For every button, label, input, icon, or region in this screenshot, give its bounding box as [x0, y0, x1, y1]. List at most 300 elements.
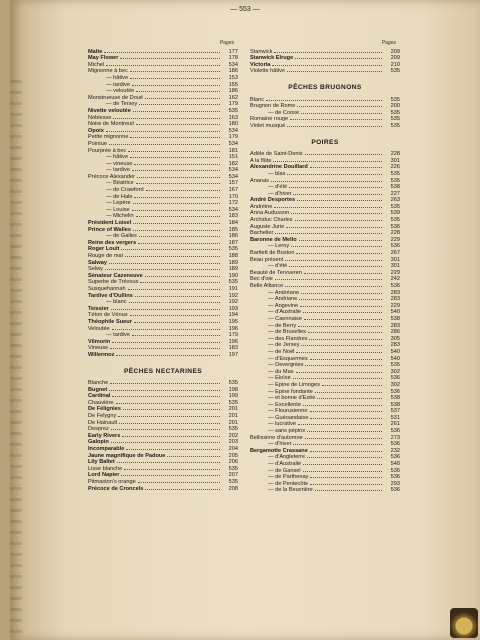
section-heading-brugnons: PÊCHES BRUGNONS	[288, 83, 362, 91]
entry-page-number: 183	[228, 345, 238, 352]
entry-name: — Epine de Limoges	[268, 381, 320, 388]
entry-name: Salway	[88, 259, 107, 266]
leader-dots	[308, 329, 382, 333]
entry-page-number: 536	[390, 388, 400, 395]
entry-name: — de Pentecôte	[268, 480, 309, 487]
leader-dots	[303, 468, 382, 472]
index-entry	[250, 382, 400, 389]
entry-name: Bugnet	[88, 386, 108, 393]
entry-name: Adèle de Saint-Denis	[250, 151, 303, 158]
entry-page-number: 201	[228, 413, 238, 420]
entry-page-number: 198	[228, 386, 238, 393]
leader-dots	[111, 439, 220, 443]
leader-dots	[274, 204, 382, 208]
leader-dots	[309, 336, 382, 340]
index-entry	[250, 217, 400, 224]
entry-name: Violet musqué	[250, 122, 286, 129]
entry-page-number: 536	[390, 474, 400, 481]
leader-dots	[106, 62, 220, 66]
entry-page-number: 286	[390, 329, 400, 336]
entry-name: Auguste Jurie	[250, 223, 285, 230]
entry-name: — hâtive	[106, 154, 129, 161]
entry-name: — blanc	[106, 299, 127, 306]
index-entry	[88, 115, 238, 122]
index-entry	[250, 158, 400, 165]
entry-name: Monstrueuse de Doué	[88, 94, 144, 101]
index-entry	[250, 171, 400, 178]
leader-dots	[106, 128, 220, 132]
entry-name: Nivette veloutée	[88, 107, 131, 114]
entry-name: Blanc	[250, 96, 264, 103]
entry-page-number: 232	[390, 447, 400, 454]
entry-page-number: 162	[228, 94, 238, 101]
index-entry	[250, 336, 400, 343]
left-column	[88, 40, 238, 492]
entry-name: — Flourusienne	[268, 408, 308, 415]
entry-name: — d'été	[268, 184, 288, 191]
leader-dots	[118, 413, 220, 417]
entry-page-number: 305	[390, 335, 400, 342]
entry-name: — de Tersey	[106, 101, 138, 108]
leader-dots	[290, 116, 382, 120]
entry-name: — Epine fondante	[268, 388, 313, 395]
entry-page-number: 535	[390, 68, 400, 75]
index-entry	[250, 356, 400, 363]
index-entry	[250, 362, 400, 369]
entry-name: Roger Louit	[88, 246, 120, 253]
leader-dots	[134, 319, 220, 323]
leader-dots	[137, 174, 220, 178]
leader-dots	[310, 448, 382, 452]
index-entry	[88, 466, 238, 473]
entry-name: — Andréane	[268, 289, 300, 296]
index-entry	[250, 197, 400, 204]
entry-page-number: 185	[228, 226, 238, 233]
entry-name: Early Rivers	[88, 432, 121, 439]
entry-name: — vineuse	[106, 160, 133, 167]
entry-name: Stanwick	[250, 48, 273, 55]
entry-page-number: 283	[390, 296, 400, 303]
entry-name: — des Flandres	[268, 335, 308, 342]
index-entry	[88, 299, 238, 306]
entry-name: — Andriane	[268, 296, 298, 303]
entry-name: — de la Beuvrière	[268, 487, 313, 494]
leader-dots	[128, 148, 220, 152]
leader-dots	[130, 312, 221, 316]
leader-dots	[301, 342, 382, 346]
index-entry	[250, 270, 400, 277]
entry-page-number: 534	[228, 127, 238, 134]
entry-page-number: 209	[390, 55, 400, 62]
leader-dots	[133, 108, 220, 112]
leader-dots	[145, 95, 220, 99]
entry-page-number: 207	[228, 472, 238, 479]
leader-dots	[119, 420, 220, 424]
entry-name: Lisse blanche	[88, 465, 123, 472]
index-entry	[88, 200, 238, 207]
entry-name: Beau présent	[250, 256, 284, 263]
entry-page-number: 536	[390, 454, 400, 461]
leader-dots	[167, 453, 220, 457]
entry-name: Prince of Walles	[88, 226, 132, 233]
entry-page-number: 186	[228, 233, 238, 240]
entry-page-number: 202	[228, 432, 238, 439]
entry-name: — d'Angleterre	[268, 454, 306, 461]
entry-name: Violette hâtive	[250, 68, 286, 75]
entry-name: Petite mignonne	[88, 134, 129, 141]
entry-name: Bellissime d'automne	[250, 434, 303, 441]
entry-page-number: 536	[390, 283, 400, 289]
index-entry	[88, 75, 238, 82]
entry-page-number: 301	[390, 263, 400, 270]
index-entry	[88, 312, 238, 319]
index-entry	[250, 481, 400, 488]
entry-page-number: 199	[228, 393, 238, 400]
nectarines-list	[88, 380, 238, 492]
leader-dots	[274, 49, 382, 53]
entry-name: — Michelin	[106, 213, 134, 220]
index-entry	[88, 479, 238, 486]
entry-page-number: 200	[390, 103, 400, 110]
leader-dots	[322, 382, 382, 386]
index-entry	[88, 62, 238, 69]
entry-name: Incomparable	[88, 446, 125, 453]
entry-page-number: 178	[228, 55, 238, 62]
entry-page-number: 535	[228, 399, 238, 406]
entry-page-number: 301	[390, 157, 400, 164]
entry-name: Téton de Vénus	[88, 312, 128, 319]
entry-page-number: 540	[390, 348, 400, 355]
leader-dots	[304, 316, 382, 320]
entry-name: Anna Audusson	[250, 210, 290, 217]
entry-name: Précoce Alexander	[88, 173, 135, 180]
entry-page-number: 172	[228, 200, 238, 207]
leader-dots	[293, 191, 382, 195]
poires-list	[250, 151, 400, 494]
entry-name: — d'été	[268, 263, 288, 270]
entry-page-number: 204	[228, 446, 238, 453]
entry-page-number: 229	[390, 236, 400, 243]
index-entry	[250, 487, 400, 494]
entry-name: — Béatrice	[106, 180, 134, 187]
entry-page-number: 535	[390, 217, 400, 224]
index-entry	[250, 468, 400, 475]
entry-name: — d'Esquermes	[268, 355, 308, 362]
index-entry	[250, 250, 400, 257]
index-entry	[88, 227, 238, 234]
entry-page-number: 283	[390, 322, 400, 329]
index-entry	[250, 103, 400, 110]
index-entry	[88, 108, 238, 115]
index-entry	[88, 95, 238, 102]
entry-name: — et bonne d'Ezée	[268, 395, 316, 402]
leader-dots	[129, 299, 220, 303]
entry-name: May Flower	[88, 55, 119, 62]
index-entry	[250, 276, 400, 283]
entry-page-number: 536	[390, 487, 400, 494]
index-entry	[88, 121, 238, 128]
entry-page-number: 182	[228, 160, 238, 167]
entry-name: — hâtive	[106, 74, 129, 81]
index-entry	[88, 413, 238, 420]
entry-page-number: 179	[228, 134, 238, 141]
entry-page-number: 538	[390, 395, 400, 402]
entry-name: Théophile Sueur	[88, 318, 132, 325]
index-entry	[88, 167, 238, 174]
index-entry	[88, 187, 238, 194]
entry-name: Jaune magnifique de Padoue	[88, 452, 166, 459]
entry-name: Bec d'oie	[250, 276, 273, 283]
leader-dots	[307, 454, 382, 458]
index-entry	[250, 329, 400, 336]
entry-page-number: 302	[390, 381, 400, 388]
leader-dots	[310, 415, 382, 419]
entry-page-number: 536	[390, 243, 400, 250]
entry-page-number: 534	[228, 206, 238, 213]
leader-dots	[136, 121, 220, 125]
leader-dots	[299, 237, 382, 241]
leader-dots	[123, 406, 220, 410]
leader-dots	[275, 230, 382, 234]
index-entry	[250, 204, 400, 211]
index-entry	[250, 389, 400, 396]
index-entry	[88, 207, 238, 214]
entry-page-number: 536	[390, 375, 400, 382]
entry-page-number: 186	[228, 88, 238, 95]
leader-dots	[120, 55, 220, 59]
entry-page-number: 536	[390, 428, 400, 435]
entry-name: Pitmaston's orange	[88, 479, 136, 485]
entry-page-number: 191	[228, 285, 238, 292]
leader-dots	[136, 88, 220, 92]
entry-page-number: 153	[228, 74, 238, 81]
leader-dots	[291, 210, 382, 214]
leader-dots	[112, 326, 220, 330]
entry-page-number: 184	[228, 220, 238, 227]
entry-page-number: 155	[228, 81, 238, 88]
index-entry	[88, 148, 238, 155]
index-entry	[88, 446, 238, 453]
index-entry	[88, 161, 238, 168]
index-entry	[250, 110, 400, 117]
leader-dots	[125, 253, 220, 257]
leader-dots	[138, 240, 220, 244]
entry-page-number: 534	[228, 167, 238, 174]
entry-name: Rouge de mai	[88, 253, 123, 259]
entry-name: — tardive	[106, 81, 130, 88]
entry-name: — de Noël	[268, 348, 295, 355]
entry-page-number: 261	[390, 421, 400, 428]
entry-name: Pourprée à bec	[88, 147, 127, 154]
entry-name: — de Bruxelles	[268, 329, 306, 336]
section-heading-poires: POIRES	[311, 138, 339, 146]
entry-name: Président Loisel	[88, 220, 132, 227]
entry-page-number: 535	[228, 426, 238, 433]
entry-name: — Eloïse	[268, 375, 291, 382]
leader-dots	[305, 151, 382, 155]
entry-page-number: 228	[390, 151, 400, 158]
entry-page-number: 151	[228, 154, 238, 161]
index-entry	[88, 253, 238, 260]
leader-dots	[130, 154, 220, 158]
leader-dots	[289, 184, 382, 188]
index-entry	[88, 420, 238, 427]
leader-dots	[112, 339, 220, 343]
entry-page-number: 203	[228, 439, 238, 446]
index-entry	[250, 210, 400, 217]
entry-name: — d'hiver	[268, 441, 292, 448]
leader-dots	[121, 246, 220, 250]
leader-dots	[109, 387, 220, 391]
section-heading-nectarines: PÊCHES NECTARINES	[123, 367, 203, 375]
leader-dots	[111, 306, 220, 310]
leader-dots	[315, 389, 382, 393]
entry-name: — Caennaise	[268, 315, 302, 322]
entry-name: — Louise	[106, 206, 130, 213]
leader-dots	[130, 75, 220, 79]
entry-name: — blas	[268, 170, 286, 177]
entry-name: Romaine rouge	[250, 116, 289, 123]
leader-dots	[111, 426, 220, 430]
index-entry	[250, 428, 400, 435]
entry-name: Superbe de Trévoux	[88, 279, 139, 286]
entry-name: — de Berry	[268, 322, 297, 329]
entry-page-number: 535	[390, 362, 400, 369]
entry-name: De Hainault	[88, 419, 118, 426]
leader-dots	[295, 217, 382, 221]
entry-name: Noire de Montreuil	[88, 121, 134, 128]
entry-page-number: 183	[228, 213, 238, 220]
entry-page-number: 186	[228, 68, 238, 75]
index-entry	[250, 178, 400, 185]
index-entry	[250, 349, 400, 356]
leader-dots	[304, 270, 382, 274]
index-entry	[250, 164, 400, 171]
leader-dots	[135, 293, 220, 297]
leader-dots	[291, 243, 382, 247]
index-entry	[250, 454, 400, 461]
entry-name: Brugnon de Rome	[250, 103, 296, 110]
index-entry	[88, 246, 238, 253]
index-entry	[88, 439, 238, 446]
leader-dots	[301, 110, 382, 114]
index-entry	[88, 233, 238, 240]
leader-dots	[303, 309, 382, 313]
entry-name: Tardive d'Oullins	[88, 292, 133, 299]
index-entry	[88, 194, 238, 201]
index-entry	[88, 393, 238, 400]
index-entry	[250, 123, 400, 130]
index-entry	[250, 303, 400, 310]
index-entry	[250, 408, 400, 415]
leader-dots	[287, 68, 382, 72]
entry-page-number: 192	[228, 292, 238, 299]
pages-column-header: Pages	[219, 40, 234, 46]
index-entry	[250, 151, 400, 158]
index-entry	[250, 243, 400, 250]
entry-name: Lord Napier	[88, 472, 120, 479]
leader-dots	[285, 257, 382, 261]
entry-page-number: 197	[228, 351, 238, 358]
entry-name: — tardive	[106, 332, 130, 339]
entry-name: De Félignies	[88, 406, 121, 413]
index-entry	[250, 116, 400, 123]
index-entry	[250, 395, 400, 402]
index-entry	[88, 387, 238, 394]
entry-page-number: 190	[228, 272, 238, 279]
entry-name: Veloutée	[88, 325, 110, 332]
index-entry	[250, 290, 400, 297]
leader-dots	[133, 220, 220, 224]
leader-dots	[109, 260, 220, 264]
index-entry	[88, 141, 238, 148]
leader-dots	[300, 303, 382, 307]
entry-page-number: 538	[390, 401, 400, 408]
index-entry	[88, 486, 238, 493]
leader-dots	[272, 62, 382, 66]
entry-page-number: 194	[228, 312, 238, 319]
index-entry	[88, 339, 238, 346]
leader-dots	[287, 171, 382, 175]
entry-page-number: 539	[390, 210, 400, 217]
entry-page-number: 210	[390, 61, 400, 68]
entry-page-number: 226	[390, 164, 400, 171]
entry-page-number: 538	[390, 315, 400, 322]
leader-dots	[315, 487, 382, 491]
leader-dots	[310, 474, 382, 478]
leader-dots	[128, 286, 220, 290]
entry-page-number: 242	[390, 276, 400, 283]
entry-page-number: 537	[390, 408, 400, 415]
leader-dots	[109, 141, 220, 145]
entry-name: Chauvière	[88, 399, 114, 406]
index-entry	[88, 345, 238, 352]
entry-name: — Excellente	[268, 401, 301, 408]
index-entry	[250, 62, 400, 69]
entry-page-number: 283	[390, 342, 400, 349]
index-entry	[250, 257, 400, 264]
entry-name: Bachelier	[250, 230, 274, 237]
index-entry	[250, 184, 400, 191]
entry-name: Michel	[88, 61, 105, 68]
index-entry	[88, 220, 238, 227]
entry-page-number: 187	[228, 239, 238, 246]
page-number: — 553 —	[230, 6, 260, 13]
entry-page-number: 535	[390, 177, 400, 184]
entry-name: Malte	[88, 48, 103, 55]
entry-page-number: 535	[390, 170, 400, 177]
entry-name: Mignonne à bec	[88, 68, 128, 75]
entry-page-number: 534	[228, 140, 238, 147]
entry-name: — du Mas	[268, 368, 294, 375]
entry-name: Archiduc Charles	[250, 217, 293, 224]
index-entry	[88, 433, 238, 440]
leader-dots	[105, 266, 220, 270]
entry-page-number: 229	[390, 269, 400, 276]
entry-name: — Devergnies	[268, 362, 304, 369]
entry-name: A la flûte	[250, 157, 272, 164]
entry-page-number: 177	[228, 48, 238, 55]
entry-name: — Angevine	[268, 302, 299, 309]
entry-name: De Felygny	[88, 413, 117, 420]
leader-dots	[126, 446, 220, 450]
entry-page-number: 535	[228, 107, 238, 114]
entry-name: Bartlett de Boston	[250, 250, 295, 257]
entry-page-number: 535	[390, 96, 400, 103]
entry-name: Selwy	[88, 266, 103, 273]
leader-dots	[296, 349, 382, 353]
index-entry	[250, 474, 400, 481]
